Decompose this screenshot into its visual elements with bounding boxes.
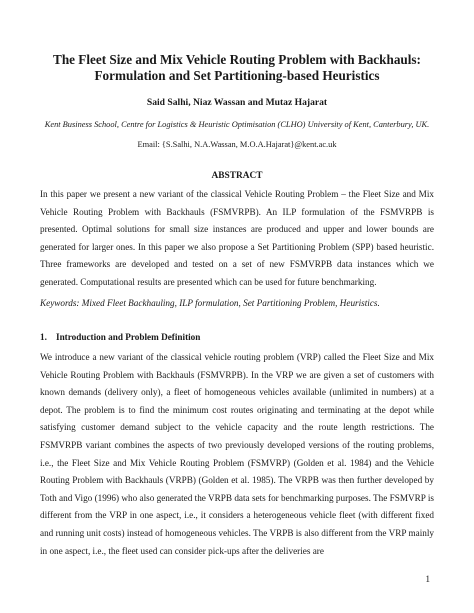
paper-title: The Fleet Size and Mix Vehicle Routing Problem with Backhauls: Formulation and Set Partitioning-based Heuristics	[53, 52, 421, 83]
paper-authors: Said Salhi, Niaz Wassan and Mutaz Hajarat	[146, 97, 328, 108]
keywords: Keywords: Mixed Fleet Backhauling, ILP formulation, Set Partitioning Problem, Heuristics.	[40, 298, 380, 308]
section-heading	[40, 331, 434, 343]
section-body-text: We introduce a new variant of the classical vehicle routing problem (VRP) called the Fleet Size and Mix Vehicle Routing Problem with Backhauls (FSMVRPB). In the VRP we are given a set of customers with known demands (delivery only), a fleet of homogeneous vehicles available (unlimited in numbers) at a depot. The problem is to find the minimum cost routes originating and terminating at the depot while satisfying customer demand subject to the vehicle capacity and the route length restrictions. The FSMVRPB variant combines the aspects of two previously developed versions of the routing problems, i.e., the Fleet Size and Mix Vehicle Routing Problem (FSMVRP) (Golden et al. 1984) and the Vehicle Routing Problem with Backhauls (VRPB) (Golden et al. 1985). The VRPB was then further developed by Toth and Vigo (1996) who also generated the VRPB data sets for benchmarking purposes. The FSMVRP is different from the VRP in one aspect, i.e., it considers a heterogeneous vehicle fleet (with different fixed and running unit costs) instead of homogeneous vehicles. The VRPB is also different from the VRP mainly in one aspect, i.e., the fleet used can consider pick-ups after the deliveries are	[40, 352, 434, 556]
page-number: 1	[425, 575, 430, 585]
author-email: Email: {S.Salhi, N.A.Wassan, M.O.A.Hajarat}@kent.ac.uk	[137, 140, 337, 149]
author-affiliation: Kent Business School, Centre for Logistics & Heuristic Optimisation (CLHO) University of Kent, Canterbury, UK.	[44, 120, 430, 129]
section-number: 1.	[40, 332, 47, 342]
section-title: Introduction and Problem Definition	[56, 332, 201, 342]
abstract-text: In this paper we present a new variant of the classical Vehicle Routing Problem – the Fleet Size and Mix Vehicle Routing Problem with Backhauls (FSMVRPB). An ILP formulation of the FSMVRPB is presented. Optimal solutions for small size instances are produced and upper and lower bounds are generated for larger ones. In this paper we also propose a Set Partitioning Problem (SPP) based heuristic. Three frameworks are developed and tested on a set of new FSMVRPB data instances which we generated. Computational results are presented which can be used for future benchmarking.	[40, 189, 434, 287]
abstract-heading: ABSTRACT	[211, 171, 263, 181]
